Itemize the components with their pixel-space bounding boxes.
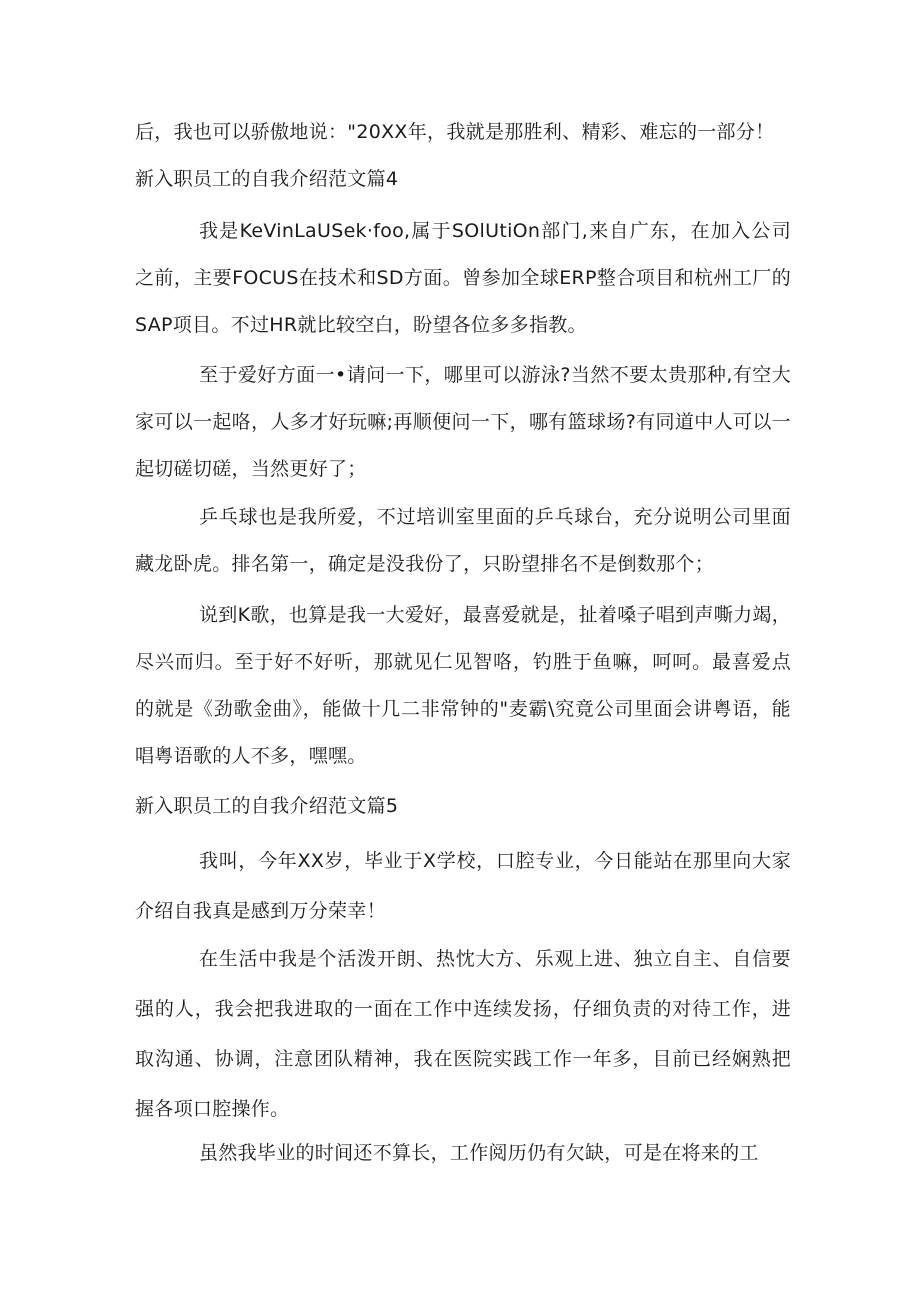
text-line: 后，我也可以骄傲地说："20XX年，我就是那胜利、精彩、难忘的一部分！ <box>135 121 775 143</box>
paragraph: 在生活中我是个活泼开朗、热忱大方、乐观上进、独立自主、自信要强的人，我会把我进取的一面在工作中连续发扬，仔细负责的对待工作，进取沟通、协调，注意团队精神，我在医院实践工作一年多，目前已经娴熟把握各项口腔操作。 <box>135 948 791 1120</box>
paragraph: 我叫，今年XX岁，毕业于X学校，口腔专业，今日能站在那里向大家介绍自我真是感到万分荣幸！ <box>135 850 791 922</box>
paragraph: 乒乓球也是我所爱，不过培训室里面的乒乓球台，充分说明公司里面藏龙卧虎。排名第一，确定是没我份了，只盼望排名不是倒数那个； <box>135 506 791 575</box>
section-heading: 新入职员工的自我介绍范文篇5 <box>135 795 399 817</box>
paragraph: 说到K歌，也算是我一大爱好，最喜爱就是，扯着嗓子唱到声嘶力竭，尽兴而归。至于好不好听，那就见仁见智咯，钓胜于鱼嘛，呵呵。最喜爱点的就是《劲歌金曲》，能做十几二非常钟的"麦霸\究竟公司里面会讲粤语，能唱粤语歌的人不多，嘿嘿。 <box>135 604 791 767</box>
paragraph: 我是KeVinLaUSek·foo,属于SOlUtiOn部门,来自广东，在加入公司之前，主要FOCUS在技术和SD方面。曾参加全球ERP整合项目和杭州工厂的SAP项目。不过HR就比较空白，盼望各位多多指教。 <box>135 220 791 336</box>
paragraph: 虽然我毕业的时间还不算长，工作阅历仍有欠缺，可是在将来的工 <box>199 1142 759 1164</box>
section-heading: 新入职员工的自我介绍范文篇4 <box>135 168 399 190</box>
paragraph: 至于爱好方面一•请问一下，哪里可以游泳?当然不要太贵那种,有空大家可以一起咯，人多才好玩嘛;再顺便问一下，哪有篮球场?有同道中人可以一起切磋切磋，当然更好了； <box>135 364 791 480</box>
